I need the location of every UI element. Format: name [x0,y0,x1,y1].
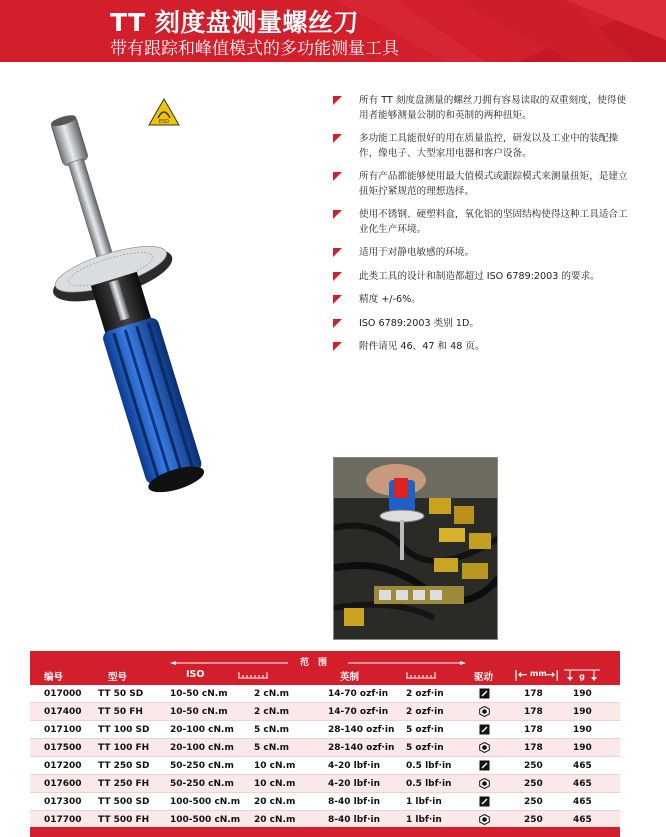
cell-model: TT 250 SD [98,761,150,771]
cell-g: 190 [573,743,592,753]
cell-model: TT 500 SD [98,797,150,807]
cell-code: 017100 [44,725,82,735]
cell-imp: 4-20 lbf·in [328,761,381,771]
page-subtitle: 带有跟踪和峰值模式的多功能测量工具 [110,39,399,59]
bullet-triangle-icon [333,248,342,257]
cell-mm: 178 [524,689,543,699]
application-photo [333,457,498,640]
feature-item: 此类工具的设计和制造都超过 ISO 6789:2003 的要求。 [333,270,633,285]
cell-mm: 250 [524,797,543,807]
square-drive-icon [479,760,490,771]
cell-g: 190 [573,707,592,717]
spec-table [30,651,620,829]
table-row [30,703,620,721]
cell-imp: 8-40 lbf·in [328,797,381,807]
table-row [30,721,620,739]
cell-imp-step: 1 lbf·in [406,815,442,825]
bullet-triangle-icon [333,210,342,219]
feature-item: 使用不锈钢、硬塑料盒，氧化铝的坚固结构使得这种工具适合工业化生产环境。 [333,208,633,237]
cell-g: 465 [573,797,592,807]
cell-iso: 50-250 cN.m [170,779,234,789]
feature-list [333,94,633,364]
cell-iso-step: 2 cN.m [254,707,290,717]
cell-model: TT 100 SD [98,725,150,735]
cell-mm: 250 [524,761,543,771]
table-row [30,739,620,757]
bullet-triangle-icon [333,96,342,105]
bullet-triangle-icon [333,295,342,304]
cell-code: 017300 [44,797,82,807]
cell-g: 190 [573,689,592,699]
cell-imp: 8-40 lbf·in [328,815,381,825]
cell-imp: 4-20 lbf·in [328,779,381,789]
spec-table-body [30,685,620,829]
square-drive-icon [479,796,490,807]
cell-mm: 178 [524,725,543,735]
cell-imp: 14-70 ozf·in [328,689,389,699]
range-label: 范 围 [300,658,328,668]
feature-item: 适用于对静电敏感的环境。 [333,246,633,261]
cell-imp-step: 5 ozf·in [406,743,444,753]
cell-iso-step: 5 cN.m [254,725,290,735]
cell-iso: 100-500 cN.m [170,797,241,807]
cell-model: TT 500 FH [98,815,150,825]
bullet-triangle-icon [333,134,342,143]
cell-iso-step: 20 cN.m [254,797,296,807]
range-arrow-left-icon [170,661,288,665]
hex-drive-icon [479,742,490,753]
svg-text:ESD: ESD [158,119,170,125]
weight-icon [562,667,602,681]
cell-g: 465 [573,761,592,771]
header-imperial: 英制 [340,672,360,683]
bullet-triangle-icon [333,319,342,328]
cell-mm: 178 [524,707,543,717]
scale-division-icon [406,669,436,679]
page-title: TT 刻度盘测量螺丝刀 [110,8,359,37]
cell-iso: 10-50 cN.m [170,707,228,717]
bullet-triangle-icon [333,172,342,181]
bullet-triangle-icon [333,342,342,351]
cell-imp-step: 1 lbf·in [406,797,442,807]
cell-code: 017400 [44,707,82,717]
square-drive-icon [479,688,490,699]
hex-drive-icon [479,814,490,825]
hex-drive-icon [479,778,490,789]
cell-imp-step: 2 ozf·in [406,707,444,717]
feature-item: ISO 6789:2003 类别 1D。 [333,317,633,332]
cell-imp-step: 0.5 lbf·in [406,779,452,789]
cell-code: 017500 [44,743,82,753]
application-photo-illustration [334,458,498,640]
esd-warning-icon [148,98,180,126]
table-row [30,775,620,793]
footer-bar [30,827,620,837]
hex-drive-icon [479,706,490,717]
feature-item: 附件请见 46、47 和 48 页。 [333,340,633,355]
cell-mm: 250 [524,815,543,825]
table-row [30,757,620,775]
cell-iso: 50-250 cN.m [170,761,234,771]
cell-iso: 20-100 cN.m [170,743,234,753]
feature-item: 所有产品都能够使用最大值模式或跟踪模式来测量扭矩，是建立扭矩拧紧规范的理想选择。 [333,170,633,199]
header-iso: ISO [186,669,205,680]
cell-iso-step: 10 cN.m [254,779,296,789]
cell-g: 465 [573,815,592,825]
cell-mm: 178 [524,743,543,753]
spec-table-header [30,651,620,685]
range-arrow-right-icon [348,661,466,665]
cell-g: 465 [573,779,592,789]
cell-model: TT 50 SD [98,689,144,699]
cell-imp-step: 5 ozf·in [406,725,444,735]
cell-code: 017700 [44,815,82,825]
cell-iso: 20-100 cN.m [170,725,234,735]
torque-screwdriver-illustration [50,80,310,500]
header-model: 型号 [108,672,128,683]
cell-model: TT 100 FH [98,743,150,753]
header-drive: 驱动 [474,672,494,683]
feature-item: 所有 TT 刻度盘测量的螺丝刀拥有容易读取的双重刻度，使得使用者能够测量公制的和英制的两种扭矩。 [333,94,633,123]
scale-division-icon [238,669,268,679]
length-bracket-right-icon: →| [546,668,560,681]
cell-iso-step: 20 cN.m [254,815,296,825]
svg-text:g: g [579,672,585,681]
cell-iso-step: 2 cN.m [254,689,290,699]
cell-imp-step: 0.5 lbf·in [406,761,452,771]
header-code: 编号 [44,672,64,683]
cell-g: 190 [573,725,592,735]
header-banner [0,0,666,62]
cell-mm: 250 [524,779,543,789]
cell-imp-step: 2 ozf·in [406,689,444,699]
table-row [30,685,620,703]
bullet-triangle-icon [333,272,342,281]
cell-code: 017000 [44,689,82,699]
cell-iso: 10-50 cN.m [170,689,228,699]
cell-imp: 28-140 ozf·in [328,743,395,753]
cell-model: TT 250 FH [98,779,150,789]
cell-model: TT 50 FH [98,707,143,717]
cell-imp: 28-140 ozf·in [328,725,395,735]
feature-item: 精度 +/-6%。 [333,293,633,308]
cell-code: 017200 [44,761,82,771]
cell-iso: 100-500 cN.m [170,815,241,825]
cell-iso-step: 10 cN.m [254,761,296,771]
length-bracket-left-icon: |← [514,668,528,681]
cell-code: 017600 [44,779,82,789]
feature-item: 多功能工具能很好的用在质量监控，研发以及工业中的装配操作，像电子、大型家用电器和客户设备。 [333,132,633,161]
cell-iso-step: 5 cN.m [254,743,290,753]
square-drive-icon [479,724,490,735]
table-row [30,793,620,811]
cell-imp: 14-70 ozf·in [328,707,389,717]
header-mm: mm [530,669,547,678]
